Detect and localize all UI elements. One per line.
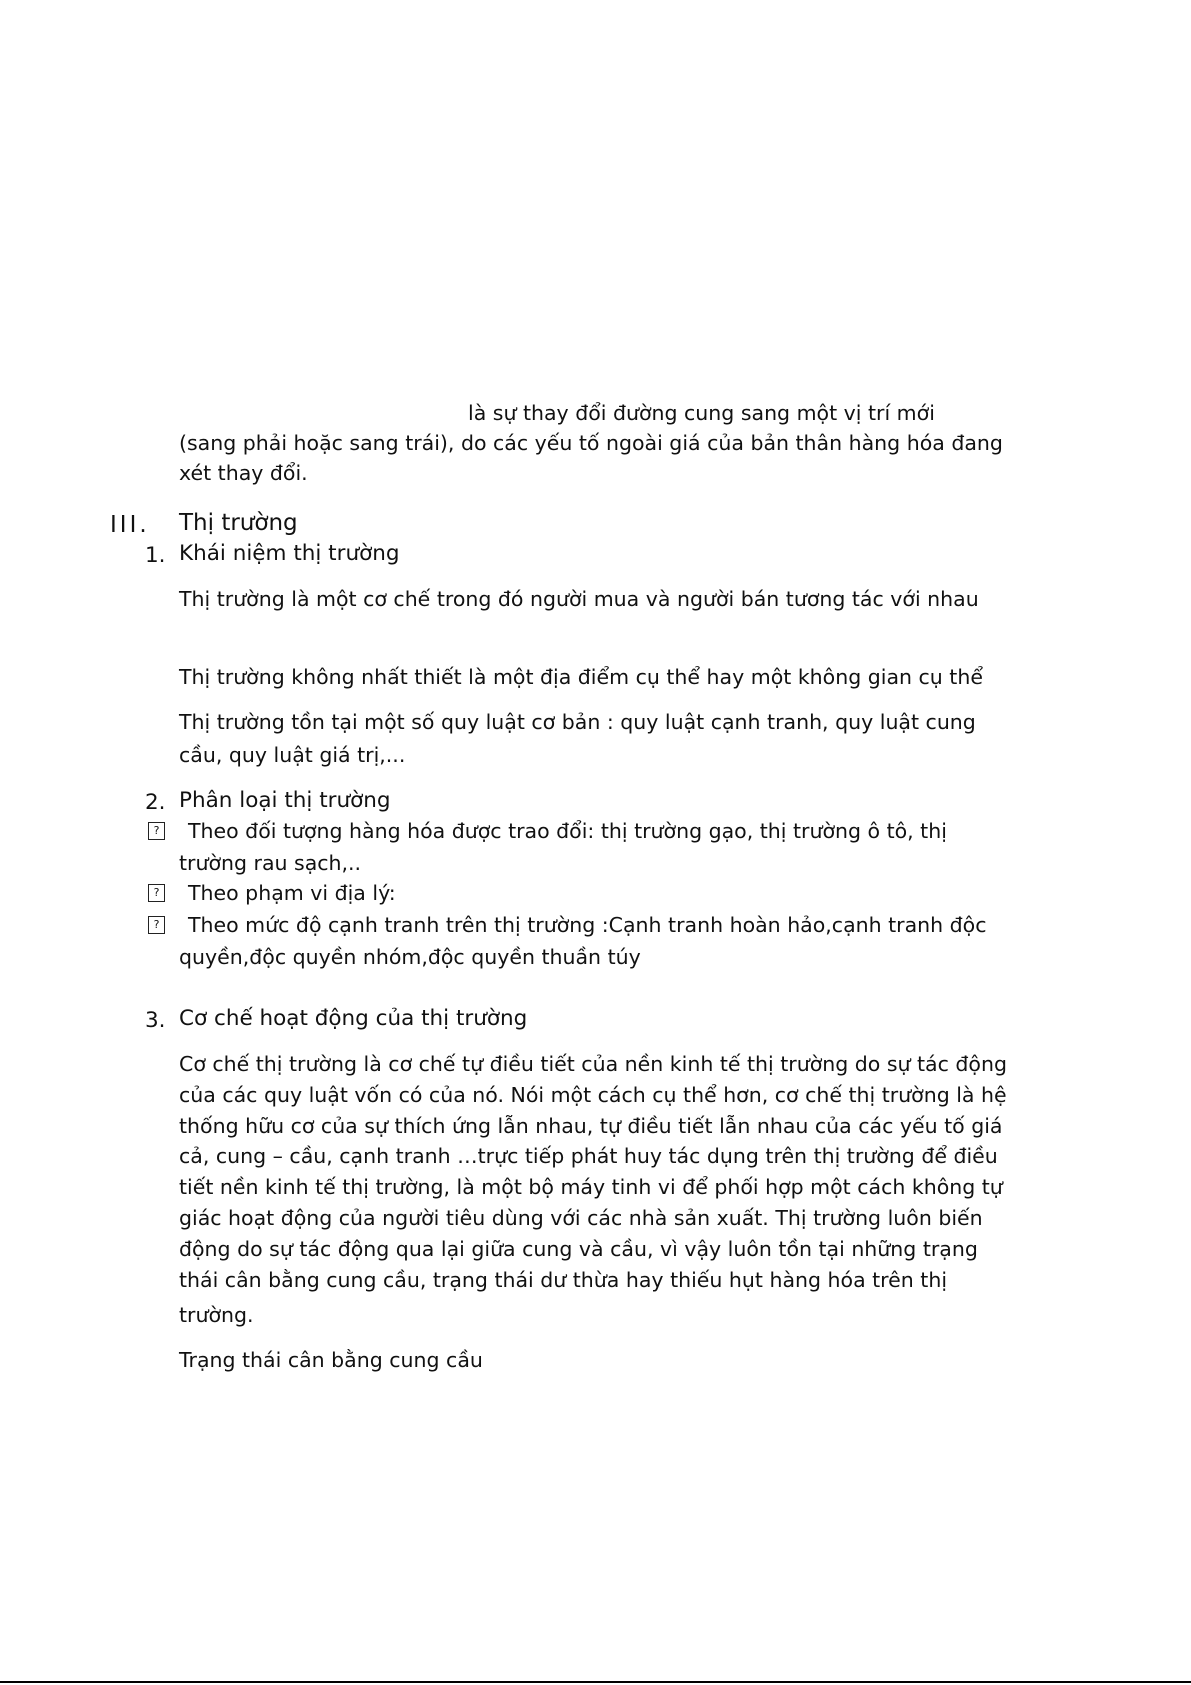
classification-item-1-line-2: trường rau sạch,.. xyxy=(179,851,362,875)
mechanism-line: của các quy luật vốn có của nó. Nói một cách cụ thể hơn, cơ chế thị trường là hệ xyxy=(179,1083,1007,1107)
concept-paragraph-3-line-2: cầu, quy luật giá trị,... xyxy=(179,743,406,767)
mechanism-line: giác hoạt động của người tiêu dùng với các nhà sản xuất. Thị trường luôn biến xyxy=(179,1206,983,1230)
footer-rule xyxy=(0,1681,1191,1683)
mechanism-number: 3. xyxy=(145,1008,166,1033)
concept-definition: là một cơ chế trong đó người mua và người bán tương tác với nhau xyxy=(284,587,979,611)
mechanism-line: động do sự tác động qua lại giữa cung và cầu, vì vậy luôn tồn tại những trạng xyxy=(179,1237,978,1261)
section-numeral: III. xyxy=(110,512,150,538)
concept-paragraph-2: Thị trường không nhất thiết là một địa điểm cụ thể hay một không gian cụ thể xyxy=(179,665,983,689)
concept-term: Thị trường xyxy=(179,587,285,611)
mechanism-line: tiết nền kinh tế thị trường, là một bộ máy tinh vi để phối hợp một cách không tự xyxy=(179,1175,1003,1199)
classification-item-3-line-1: Theo mức độ cạnh tranh trên thị trường :Cạnh tranh hoàn hảo,cạnh tranh độc xyxy=(188,913,987,937)
equilibrium-title: Trạng thái cân bằng cung cầu xyxy=(179,1348,483,1372)
supply-shift-line-2: (sang phải hoặc sang trái), do các yếu tố ngoài giá của bản thân hàng hóa đang xyxy=(179,431,1003,455)
mechanism-line: thống hữu cơ của sự thích ứng lẫn nhau, tự điều tiết lẫn nhau của các yếu tố giá xyxy=(179,1114,1003,1138)
mechanism-line: cả, cung – cầu, cạnh tranh …trực tiếp phát huy tác dụng trên thị trường để điều xyxy=(179,1144,998,1168)
concept-paragraph-1 xyxy=(179,589,979,610)
concept-paragraph-3-line-1: Thị trường tồn tại một số quy luật cơ bản : quy luật cạnh tranh, quy luật cung xyxy=(179,710,976,734)
mechanism-line: thái cân bằng cung cầu, trạng thái dư thừa hay thiếu hụt hàng hóa trên thị xyxy=(179,1268,948,1292)
classification-item-3-line-2: quyền,độc quyền nhóm,độc quyền thuần túy xyxy=(179,945,641,969)
concept-number: 1. xyxy=(145,543,166,568)
classification-item-2: Theo phạm vi địa lý: xyxy=(188,881,396,905)
concept-title: Khái niệm thị trường xyxy=(179,541,400,566)
bullet-icon: ? xyxy=(148,884,165,902)
supply-shift-line-3: xét thay đổi. xyxy=(179,461,308,485)
bullet-icon: ? xyxy=(148,916,165,934)
bullet-icon: ? xyxy=(148,822,165,840)
classification-number: 2. xyxy=(145,790,166,815)
section-title: Thị trường xyxy=(179,510,298,536)
mechanism-line: Cơ chế thị trường là cơ chế tự điều tiết của nền kinh tế thị trường do sự tác động xyxy=(179,1052,1007,1076)
mechanism-line: trường. xyxy=(179,1303,254,1327)
mechanism-title: Cơ chế hoạt động của thị trường xyxy=(179,1006,528,1031)
supply-shift-line-1: là sự thay đổi đường cung sang một vị trí mới xyxy=(468,401,935,425)
classification-item-1-line-1: Theo đối tượng hàng hóa được trao đổi: thị trường gạo, thị trường ô tô, thị xyxy=(188,819,947,843)
classification-title: Phân loại thị trường xyxy=(179,788,391,813)
